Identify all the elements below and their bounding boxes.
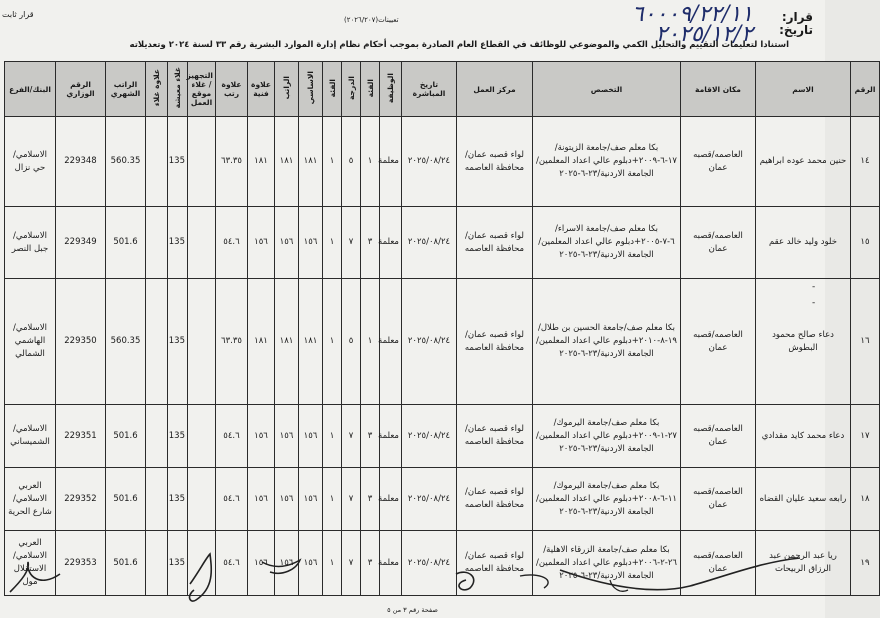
cell-basic: ١٨١	[299, 117, 323, 207]
cell-residence: العاصمه/قصبه عمان	[681, 279, 756, 405]
cell-cost-allowance	[146, 468, 168, 531]
cell-name: دعاء محمد كايد مقدادي	[756, 405, 851, 468]
cell-work-center: لواء قصبه عمان/محافظة العاصمه	[457, 279, 533, 405]
cell-no: ١٨	[851, 468, 880, 531]
cell-bank: الاسلامي/جبل النصر	[5, 207, 56, 279]
cell-job: معلمة	[380, 117, 402, 207]
cell-tech-allowance: ١٥٦	[248, 405, 275, 468]
cell-job: معلمة	[380, 279, 402, 405]
cell-job: معلمة	[380, 207, 402, 279]
cell-cost-allowance	[146, 117, 168, 207]
cell-rank-allowance: ٦٣.٣٥	[216, 117, 248, 207]
cell-start-date: ٢٠٢٥/٠٨/٢٤	[402, 405, 457, 468]
decision-date-handwritten: ٢٠٢٥/١٢/٢	[655, 22, 753, 47]
cell-salary: ١٨١	[275, 117, 299, 207]
col-cost-allowance	[146, 62, 168, 117]
cell-specialization: بكا معلم صف/جامعة الزرقاء الاهلية/٢٦-٢-٢٠٠٦+دبلوم عالي اعداد المعلمين/الجامعة الاردنية/٢٣-٦-٢٠٢٥	[533, 531, 681, 596]
cell-work-center: لواء قصبه عمان/محافظة العاصمه	[457, 207, 533, 279]
cell-cost-living: 135	[168, 207, 188, 279]
col-cost-allowance-label: علاوة غلاء	[152, 69, 161, 107]
cell-grade: ٥	[342, 117, 361, 207]
cell-cost-allowance	[146, 279, 168, 405]
cell-category: ٣	[361, 207, 380, 279]
col-monthly-salary: الراتب الشهري	[106, 62, 146, 117]
cell-equipment	[188, 207, 216, 279]
col-cost-living-label: غلاء معيشة	[173, 67, 182, 109]
signature-mark	[10, 562, 60, 592]
col-name: الاسم	[756, 62, 851, 117]
cell-residence: العاصمه/قصبه عمان	[681, 207, 756, 279]
cell-equipment	[188, 117, 216, 207]
col-start-date: تاريخ المباشرة	[402, 62, 457, 117]
cell-work-center: لواء قصبه عمان/محافظة العاصمه	[457, 531, 533, 596]
cell-monthly-salary: 501.6	[106, 207, 146, 279]
cell-no: ١٩	[851, 531, 880, 596]
appointments-table	[4, 61, 880, 596]
cell-category: ٣	[361, 468, 380, 531]
date-label: تاريخ:	[779, 23, 813, 37]
cell-specialization: بكا معلم صف/جامعة الاسراء/٦-٧-٢٠٠٥+دبلوم عالي اعداد المعلمين/الجامعة الاردنية/٢٣-٦-٢٠٢٥	[533, 207, 681, 279]
cell-name: خلود وليد خالد عقم	[756, 207, 851, 279]
signature-mark	[262, 560, 300, 573]
signatures-strip	[0, 540, 825, 606]
cell-ministry-no: 229351	[56, 405, 106, 468]
cell-no: ١٦	[851, 279, 880, 405]
instructions-note: تعيينات(٢٠٢٦/٢٠٧)	[344, 16, 399, 24]
signature-mark	[560, 558, 800, 590]
cell-monthly-salary: 501.6	[106, 531, 146, 596]
cell-equipment	[188, 405, 216, 468]
document-subtitle: استنادا لتعليمات التقييم والتحليل الكمي والموضوعي للوظائف في القطاع العام الصادرة بموجب أحكام نظام إدارة الموارد البشرية رقم ٣٣ لسنة ٢٠٢٤ وتعديلاته	[129, 40, 789, 50]
cell-class: ١	[323, 117, 342, 207]
cell-job: معلمة	[380, 405, 402, 468]
margin-mark: -	[812, 282, 816, 292]
cell-grade: ٧	[342, 405, 361, 468]
cell-equipment	[188, 279, 216, 405]
cell-rank-allowance: ٥٤.٦	[216, 207, 248, 279]
cell-no: ١٤	[851, 117, 880, 207]
cell-cost-living: 135	[168, 405, 188, 468]
cell-specialization: بكا معلم صف/جامعة الزيتونة/١٧-٦-٢٠٠٩+دبلوم عالي اعداد المعلمين/الجامعة الاردنية/٢٣-٦-٢٠٢٥	[533, 117, 681, 207]
col-category	[361, 62, 380, 117]
cell-tech-allowance: ١٥٦	[248, 207, 275, 279]
cell-category: ٣	[361, 531, 380, 596]
table-row	[5, 468, 880, 531]
col-basic-label: الاساسي	[306, 71, 315, 105]
table-row	[5, 207, 880, 279]
cell-ministry-no: 229349	[56, 207, 106, 279]
cell-ministry-no: 229353	[56, 531, 106, 596]
cell-class: ١	[323, 531, 342, 596]
cell-residence: العاصمه/قصبه عمان	[681, 531, 756, 596]
cell-basic: ١٥٦	[299, 207, 323, 279]
cell-rank-allowance: ٥٤.٦	[216, 405, 248, 468]
col-class	[323, 62, 342, 117]
cell-basic: ١٨١	[299, 279, 323, 405]
decision-label: قرار:	[781, 10, 813, 24]
col-work-center: مركز العمل	[457, 62, 533, 117]
cell-class: ١	[323, 207, 342, 279]
cell-cost-living: 135	[168, 117, 188, 207]
col-bank: البنك/الفرع	[5, 62, 56, 117]
col-grade	[342, 62, 361, 117]
decision-number-handwritten: ٦٠٠٠٩/٢٢/١١	[631, 2, 753, 27]
col-job	[380, 62, 402, 117]
cell-rank-allowance: ٥٤.٦	[216, 468, 248, 531]
table-row	[5, 117, 880, 207]
cell-no: ١٥	[851, 207, 880, 279]
col-grade-label: الدرجة	[346, 76, 356, 100]
cell-salary: ١٨١	[275, 279, 299, 405]
cell-work-center: لواء قصبه عمان/محافظة العاصمه	[457, 468, 533, 531]
cell-grade: ٥	[342, 279, 361, 405]
col-rank-allowance: علاوة رتب	[216, 62, 248, 117]
cell-ministry-no: 229348	[56, 117, 106, 207]
cell-cost-allowance	[146, 207, 168, 279]
margin-mark: -	[812, 298, 816, 308]
cell-monthly-salary: 560.35	[106, 117, 146, 207]
col-cost-living	[168, 62, 188, 117]
cell-class: ١	[323, 405, 342, 468]
cell-monthly-salary: 560.35	[106, 279, 146, 405]
top-left-label: قرار ثابت	[2, 10, 34, 19]
cell-job: معلمة	[380, 531, 402, 596]
cell-tech-allowance: ١٨١	[248, 117, 275, 207]
cell-ministry-no: 229352	[56, 468, 106, 531]
cell-bank: العربي الاسلامي/شارع الحرية	[5, 468, 56, 531]
cell-bank: العربي الاسلامي/الاستقلال مول	[5, 531, 56, 596]
col-no: الرقم	[851, 62, 880, 117]
cell-start-date: ٢٠٢٥/٠٨/٢٤	[402, 207, 457, 279]
table-row	[5, 405, 880, 468]
cell-rank-allowance: ٥٤.٦	[216, 531, 248, 596]
cell-name: رابعه سعيد عليان القضاه	[756, 468, 851, 531]
cell-residence: العاصمه/قصبه عمان	[681, 405, 756, 468]
cell-name: حنين محمد عوده ابراهيم	[756, 117, 851, 207]
col-equipment: التجهيز / غلاء موقع العمل	[188, 62, 216, 117]
page-footer: صفحة رقم ٣ من ٥	[387, 606, 438, 614]
cell-salary: ١٥٦	[275, 207, 299, 279]
cell-tech-allowance: ١٥٦	[248, 531, 275, 596]
cell-start-date: ٢٠٢٥/٠٨/٢٤	[402, 531, 457, 596]
cell-specialization: بكا معلم صف/جامعة اليرموك/٢٧-١-٢٠٠٩+دبلوم عالي اعداد المعلمين/الجامعة الاردنية/٢٣-٦-٢٠٢٥	[533, 405, 681, 468]
cell-cost-living: 135	[168, 279, 188, 405]
cell-work-center: لواء قصبه عمان/محافظة العاصمه	[457, 405, 533, 468]
cell-job: معلمة	[380, 468, 402, 531]
cell-bank: الاسلامي/الشميساني	[5, 405, 56, 468]
cell-cost-living: 135	[168, 468, 188, 531]
cell-tech-allowance: ١٨١	[248, 279, 275, 405]
cell-bank: الاسلامي/الهاشمي الشمالي	[5, 279, 56, 405]
cell-start-date: ٢٠٢٥/٠٨/٢٤	[402, 468, 457, 531]
cell-category: ١	[361, 117, 380, 207]
cell-basic: ١٥٦	[299, 468, 323, 531]
cell-monthly-salary: 501.6	[106, 405, 146, 468]
decision-labels	[779, 11, 813, 37]
cell-salary: ١٥٦	[275, 468, 299, 531]
table-header-row	[5, 62, 880, 117]
cell-grade: ٧	[342, 531, 361, 596]
cell-class: ١	[323, 468, 342, 531]
cell-rank-allowance: ٦٣.٣٥	[216, 279, 248, 405]
cell-name: دعاء صالح محمود البطوش	[756, 279, 851, 405]
cell-basic: ١٥٦	[299, 531, 323, 596]
col-residence: مكان الاقامة	[681, 62, 756, 117]
cell-category: ٣	[361, 405, 380, 468]
cell-class: ١	[323, 279, 342, 405]
signature-mark	[190, 554, 212, 601]
cell-grade: ٧	[342, 468, 361, 531]
cell-name: ريا عبد الرحمن عبد الرزاق الربيحات	[756, 531, 851, 596]
signature-mark	[456, 572, 474, 590]
cell-residence: العاصمه/قصبه عمان	[681, 468, 756, 531]
cell-specialization: بكا معلم صف/جامعة اليرموك/١١-٦-٢٠٠٨+دبلوم عالي اعداد المعلمين/الجامعة الاردنية/٢٣-٦-٢٠٢٥	[533, 468, 681, 531]
col-specialization: التخصص	[533, 62, 681, 117]
cell-ministry-no: 229350	[56, 279, 106, 405]
col-salary	[275, 62, 299, 117]
col-salary-label: الراتب	[282, 76, 291, 100]
col-tech-allowance: علاوة فنية	[248, 62, 275, 117]
cell-start-date: ٢٠٢٥/٠٨/٢٤	[402, 117, 457, 207]
cell-salary: ١٥٦	[275, 405, 299, 468]
col-basic	[299, 62, 323, 117]
cell-monthly-salary: 501.6	[106, 468, 146, 531]
cell-equipment	[188, 468, 216, 531]
cell-tech-allowance: ١٥٦	[248, 468, 275, 531]
cell-start-date: ٢٠٢٥/٠٨/٢٤	[402, 279, 457, 405]
cell-specialization: بكا معلم صف/جامعة الحسين بن طلال/١٩-٨-٢٠١٠+دبلوم عالي اعداد المعلمين/الجامعة الاردنية/٢٣-٦-٢٠٢٥	[533, 279, 681, 405]
cell-basic: ١٥٦	[299, 405, 323, 468]
signature-mark	[520, 575, 548, 588]
cell-cost-allowance	[146, 405, 168, 468]
col-category-label: الفئة	[365, 78, 375, 98]
cell-bank: الاسلامي/حي نزال	[5, 117, 56, 207]
cell-grade: ٧	[342, 207, 361, 279]
cell-work-center: لواء قصبه عمان/محافظة العاصمه	[457, 117, 533, 207]
table-row	[5, 279, 880, 405]
cell-no: ١٧	[851, 405, 880, 468]
cell-residence: العاصمه/قصبه عمان	[681, 117, 756, 207]
cell-category: ١	[361, 279, 380, 405]
col-job-label: الوظيفة	[386, 72, 395, 104]
col-ministry-no: الرقم الوزاري	[56, 62, 106, 117]
cell-cost-living: 135	[168, 531, 188, 596]
cell-salary: ١٥٦	[275, 531, 299, 596]
col-class-label: الفئة	[327, 78, 337, 98]
